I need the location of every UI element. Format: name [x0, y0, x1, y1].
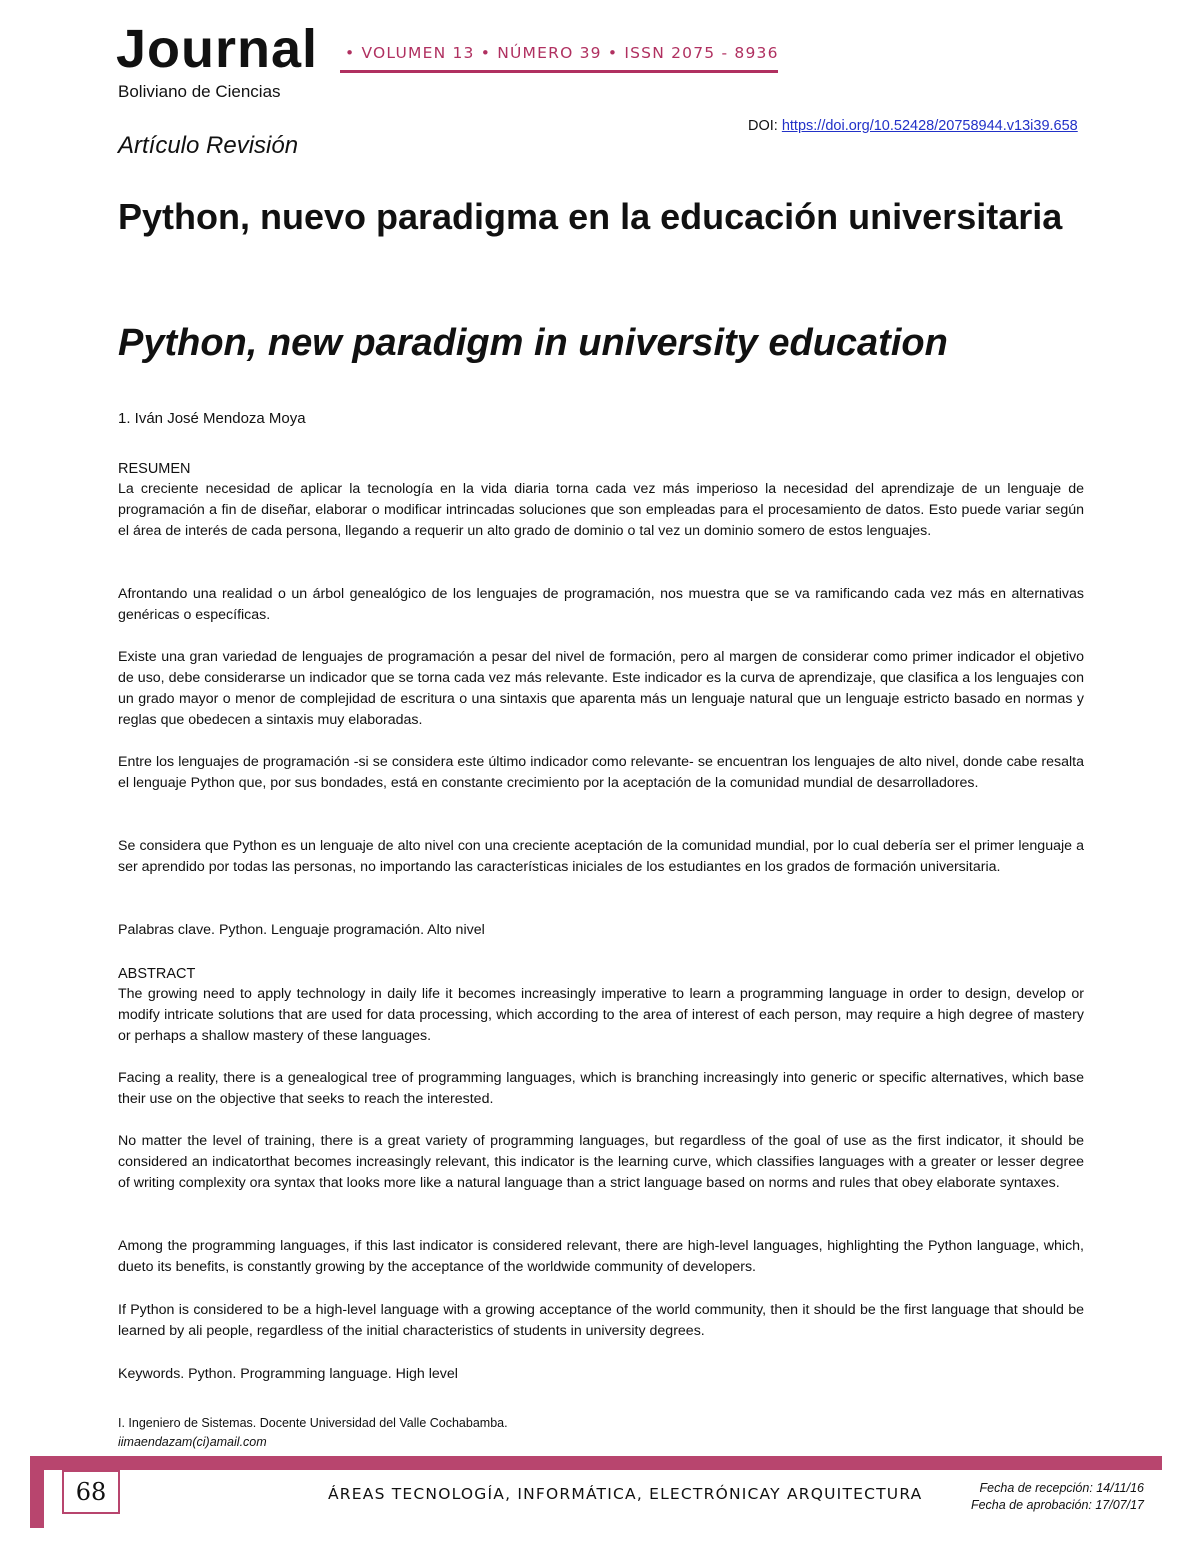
doi-link[interactable]: https://doi.org/10.52428/20758944.v13i39.658	[781, 118, 1078, 134]
page-number: 68	[62, 1470, 120, 1514]
article-type: Artículo Revisión	[118, 132, 299, 159]
approved-date: Fecha de aprobación: 17/07/17	[970, 1498, 1144, 1512]
footnote-affiliation: I. Ingeniero de Sistemas. Docente Universidad del Valle Cochabamba.	[118, 1416, 508, 1430]
abstract-section	[118, 964, 1084, 1047]
resumen-section	[118, 459, 1084, 542]
abstract-heading: ABSTRACT	[118, 966, 196, 982]
abstract-keywords: Keywords. Python. Programming language. High level	[118, 1366, 458, 1382]
resumen-keywords: Palabras clave. Python. Lenguaje programación. Alto nivel	[118, 922, 485, 938]
doi	[748, 118, 1078, 134]
article-dates	[934, 1480, 1144, 1514]
footer-area-label: ÁREAS TECNOLOGÍA, INFORMÁTICA, ELECTRÓNICAY ARQUITECTURA	[328, 1485, 923, 1503]
abstract-paragraph: If Python is considered to be a high-level language with a growing acceptance of the world community, then it should be the first language that should be learned by ali people, regardless of the initial characteristics of students in university degrees.	[118, 1302, 1084, 1339]
abstract-paragraph: No matter the level of training, there is a great variety of programming languages, but regardless of the goal of use as the first indicator, it should be considered an indicatorthat becomes increasingly relevant, this indicator is the learning curve, which classifies languages with a greater or lesser degree of writing complexity ora syntax that looks more like a natural language than a strict language based on norms and rules that obey elaborate syntaxes.	[118, 1133, 1084, 1191]
issue-rule	[340, 70, 778, 73]
doi-label: DOI:	[748, 118, 778, 134]
footer-bar	[30, 1456, 1162, 1470]
resumen-paragraph: Entre los lenguajes de programación -si se considera este último indicador como relevante- se encuentran los lenguajes de alto nivel, donde cabe resalta el lenguaje Python que, por sus bondades, está en constante crecimiento por la aceptación de la comunidad mundial de desarrolladores.	[118, 754, 1084, 791]
title-english: Python, new paradigm in university education	[118, 322, 948, 364]
journal-subtitle: Boliviano de Ciencias	[118, 82, 281, 101]
footnote-email: iimaendazam(ci)amail.com	[118, 1435, 267, 1449]
author: 1. Iván José Mendoza Moya	[118, 410, 306, 427]
abstract-paragraph: Among the programming languages, if this last indicator is considered relevant, there are high-level languages, highlighting the Python language, which, dueto its benefits, is constantly growing by the acceptance of the worldwide community of developers.	[118, 1238, 1084, 1275]
journal-name: Journal	[116, 19, 319, 79]
resumen-paragraph: Afrontando una realidad o un árbol genealógico de los lenguajes de programación, nos muestra que se va ramificando cada vez más en alternativas genéricas o específicas.	[118, 586, 1084, 623]
received-date: Fecha de recepción: 14/11/16	[979, 1481, 1144, 1495]
footer-side-bar	[30, 1456, 44, 1528]
issue-info: • VOLUMEN 13 • NÚMERO 39 • ISSN 2075 - 8936	[345, 44, 779, 62]
abstract-paragraph: The growing need to apply technology in daily life it becomes increasingly imperative to learn a programming language in order to design, develop or modify intricate solutions that are used for data processing, which according to the area of interest of each person, may require a high degree of mastery or perhaps a shallow mastery of these languages.	[118, 986, 1084, 1044]
abstract-paragraph: Facing a reality, there is a genealogical tree of programming languages, which is branching increasingly into generic or specific alternatives, which base their use on the objective that seeks to reach the interested.	[118, 1070, 1084, 1107]
resumen-paragraph: Existe una gran variedad de lenguajes de programación a pesar del nivel de formación, pero al margen de considerar como primer indicador el objetivo de uso, debe considerarse un indicador que se torna cada vez más relevante. Este indicador es la curva de aprendizaje, que clasifica a los lenguajes con un grado mayor o menor de complejidad de escritura o una sintaxis que aparenta más un lenguaje natural que un lenguaje estricto basado en normas y reglas que obedecen a sintaxis muy elaboradas.	[118, 649, 1084, 728]
resumen-paragraph: Se considera que Python es un lenguaje de alto nivel con una creciente aceptación de la comunidad mundial, por lo cual debería ser el primer lenguaje a ser aprendido por todas las personas, no importando las características iniciales de los estudiantes en los grados de formación universitaria.	[118, 838, 1084, 875]
title-spanish: Python, nuevo paradigma en la educación universitaria	[118, 196, 1063, 237]
resumen-paragraph: La creciente necesidad de aplicar la tecnología en la vida diaria torna cada vez más imperioso la necesidad del aprendizaje de un lenguaje de programación a fin de diseñar, elaborar o modificar intrincadas soluciones que son empleadas para el procesamiento de datos. Esto puede variar según el área de interés de cada persona, llegando a requerir un alto grado de dominio o tal vez un dominio somero de estos lenguajes.	[118, 481, 1084, 539]
footnote	[118, 1414, 508, 1452]
resumen-heading: RESUMEN	[118, 461, 191, 477]
